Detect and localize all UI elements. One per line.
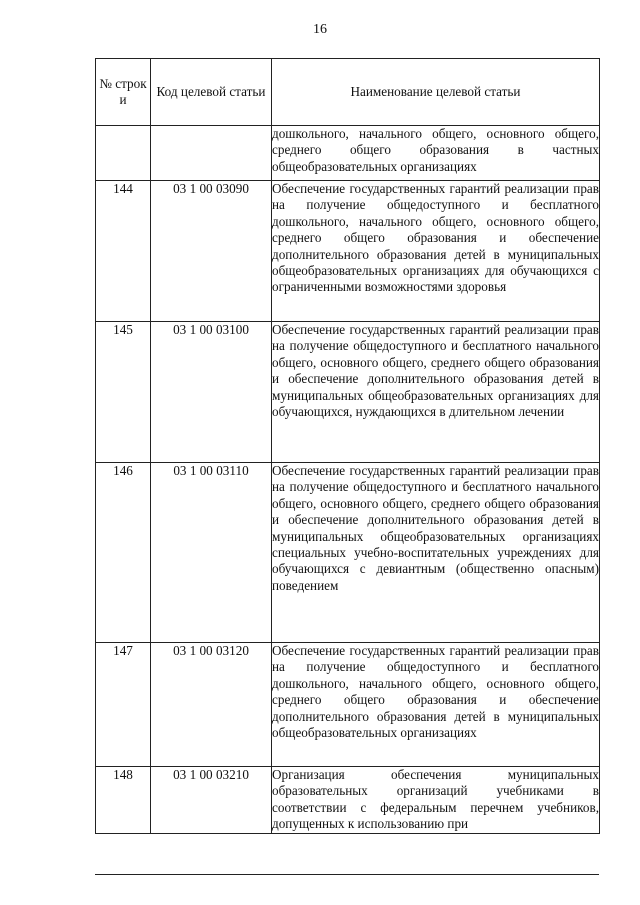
table-row — [96, 322, 600, 463]
row-target-name: Обеспечение государственных гарантий реализации прав на получение общедоступного и бесплатного начального общего, основного общего, среднего общего образования и обеспечение дополнительного образования детей в муниципальных общеобразовательных организациях специальных учебно-воспитательных учреждениях для обучающихся с девиантным (общественно опасным) поведением — [272, 463, 600, 643]
row-target-name: Обеспечение государственных гарантий реализации прав на получение общедоступного и бесплатного дошкольного, начального общего, основного общего, среднего общего образования и обеспечение дополнительного образования детей в муниципальных общеобразовательных организациях для обучающихся с ограниченными возможностями здоровья — [272, 181, 600, 322]
continuation-num-cell — [96, 126, 151, 181]
row-target-code: 03 1 00 03210 — [151, 767, 272, 834]
row-target-name: Обеспечение государственных гарантий реализации прав на получение общедоступного и бесплатного начального общего, основного общего, среднего общего образования и обеспечение дополнительного образования детей в муниципальных общеобразовательных организациях для обучающихся, нуждающихся в длительном лечении — [272, 322, 600, 463]
row-number: 146 — [96, 463, 151, 643]
header-target-code: Код целевой статьи — [151, 59, 272, 126]
target-articles-table — [95, 58, 600, 834]
row-number: 147 — [96, 643, 151, 767]
table-row — [96, 767, 600, 834]
table-row-continuation — [96, 126, 600, 181]
page-number: 16 — [313, 22, 327, 37]
row-number: 145 — [96, 322, 151, 463]
table-row — [96, 463, 600, 643]
header-row-number: № строк и — [96, 59, 151, 126]
row-target-code: 03 1 00 03120 — [151, 643, 272, 767]
row-number: 144 — [96, 181, 151, 322]
row-target-name: Обеспечение государственных гарантий реализации прав на получение общедоступного и бесплатного дошкольного, начального общего, основного общего, среднего общего образования и обеспечение дополнительного образования детей в муниципальных общеобразовательных организациях — [272, 643, 600, 767]
page-bottom-rule — [95, 874, 599, 875]
continuation-name-cell: дошкольного, начального общего, основного общего, среднего общего образования в частных общеобразовательных организациях — [272, 126, 600, 181]
table-row — [96, 181, 600, 322]
table-header — [96, 59, 600, 126]
header-target-name: Наименование целевой статьи — [272, 59, 600, 126]
row-number: 148 — [96, 767, 151, 834]
table-row — [96, 643, 600, 767]
row-target-code: 03 1 00 03110 — [151, 463, 272, 643]
continuation-code-cell — [151, 126, 272, 181]
row-target-code: 03 1 00 03090 — [151, 181, 272, 322]
row-target-name: Организация обеспечения муниципальных образовательных организаций учебниками в соответствии с федеральным перечнем учебников, допущенных к использованию при — [272, 767, 600, 834]
row-target-code: 03 1 00 03100 — [151, 322, 272, 463]
